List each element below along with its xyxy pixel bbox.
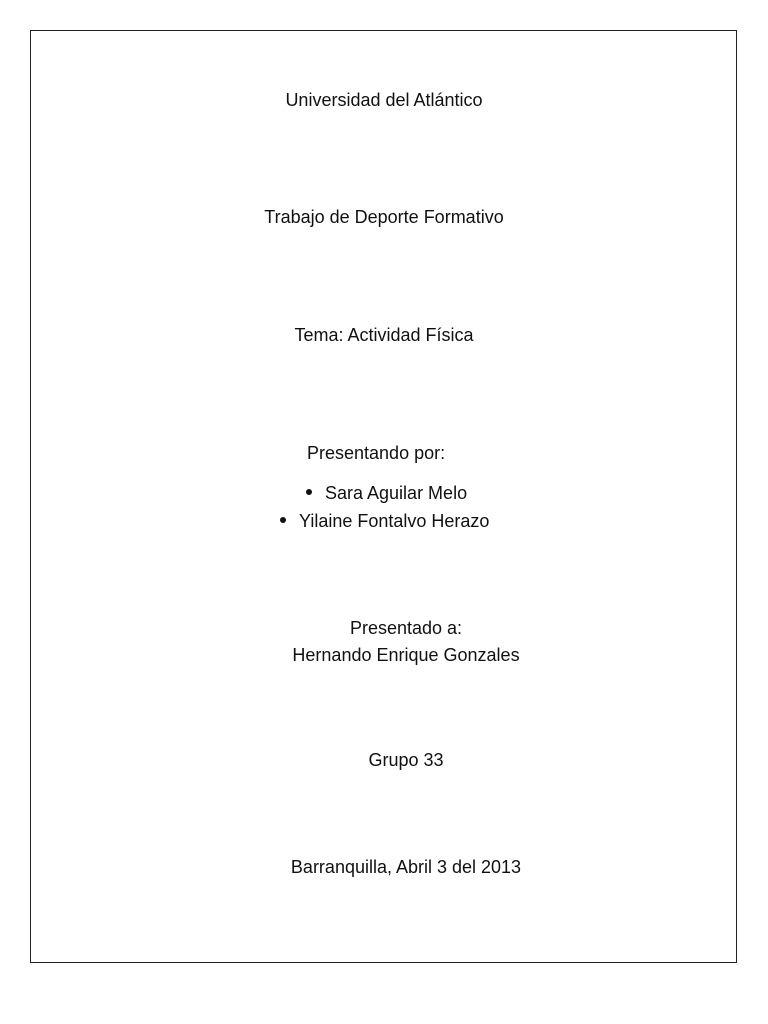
presented-to-label: Presentado a: <box>349 618 463 638</box>
university-name: Universidad del Atlántico <box>285 90 483 110</box>
professor-name: Hernando Enrique Gonzales <box>292 645 520 665</box>
bullet-icon <box>306 489 312 495</box>
place-date: Barranquilla, Abril 3 del 2013 <box>290 857 522 877</box>
author-name: Yilaine Fontalvo Herazo <box>299 511 490 531</box>
presented-by-label: Presentando por: <box>307 443 446 463</box>
author-name: Sara Aguilar Melo <box>325 483 468 503</box>
group-label: Grupo 33 <box>368 750 444 770</box>
author-list-item <box>306 482 467 504</box>
bullet-icon <box>280 517 286 523</box>
author-list-item <box>280 510 489 532</box>
work-title: Trabajo de Deporte Formativo <box>264 207 504 227</box>
topic-line: Tema: Actividad Física <box>294 325 474 345</box>
